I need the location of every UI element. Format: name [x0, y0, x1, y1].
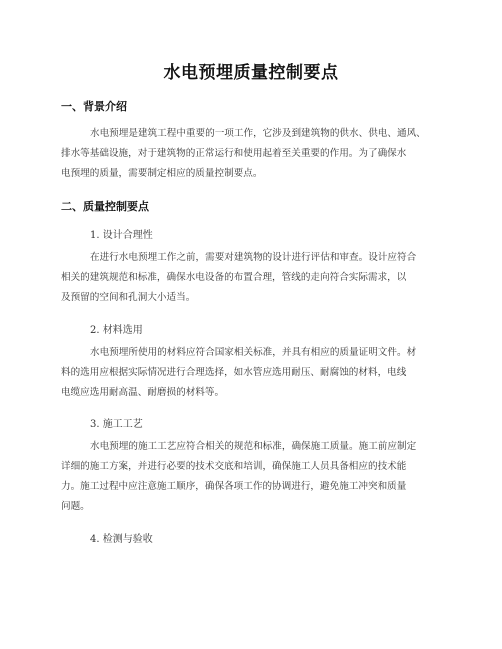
item-label-inspection: 4. 检测与验收	[90, 534, 153, 545]
paragraph-line: 相关的建筑规范和标准，确保水电设备的布置合理，管线的走向符合实际需求，以	[61, 272, 407, 283]
design-paragraph	[61, 248, 441, 308]
background-paragraph	[61, 124, 441, 184]
paragraph-line: 电缆应选用耐高温、耐磨损的材料等。	[61, 387, 225, 398]
section-heading-quality-control: 二、质量控制要点	[61, 200, 149, 213]
paragraph-line: 在进行水电预埋工作之前，需要对建筑物的设计进行评估和审查。设计应符合	[90, 252, 417, 263]
document-title: 水电预埋质量控制要点	[163, 63, 339, 83]
construction-paragraph	[61, 437, 441, 517]
paragraph-line: 水电预埋所使用的材料应符合国家相关标准，并具有相应的质量证明文件。材	[90, 347, 417, 358]
paragraph-line: 问题。	[61, 501, 90, 512]
paragraph-line: 力。施工过程中应注意施工顺序，确保各项工作的协调进行，避免施工冲突和质量	[61, 481, 407, 492]
paragraph-line: 电预埋的质量，需要制定相应的质量控制要点。	[61, 168, 263, 179]
paragraph-line: 水电预埋的施工工艺应符合相关的规范和标准，确保施工质量。施工前应制定	[90, 441, 417, 452]
paragraph-line: 详细的施工方案，并进行必要的技术交底和培训，确保施工人员具备相应的技术能	[61, 461, 407, 472]
paragraph-line: 及预留的空间和孔洞大小适当。	[61, 292, 196, 303]
item-label-construction: 3. 施工工艺	[90, 419, 143, 430]
paragraph-line: 排水等基础设施，对于建筑物的正常运行和使用起着至关重要的作用。为了确保水	[61, 148, 407, 159]
item-label-design: 1. 设计合理性	[90, 230, 153, 241]
paragraph-line: 料的选用应根据实际情况进行合理选择，如水管应选用耐压、耐腐蚀的材料，电线	[61, 367, 407, 378]
paragraph-line: 水电预埋是建筑工程中重要的一项工作，它涉及到建筑物的供水、供电、通风、	[90, 128, 426, 139]
item-label-materials: 2. 材料选用	[90, 325, 143, 336]
section-heading-background: 一、背景介绍	[61, 100, 127, 113]
materials-paragraph	[61, 343, 441, 403]
